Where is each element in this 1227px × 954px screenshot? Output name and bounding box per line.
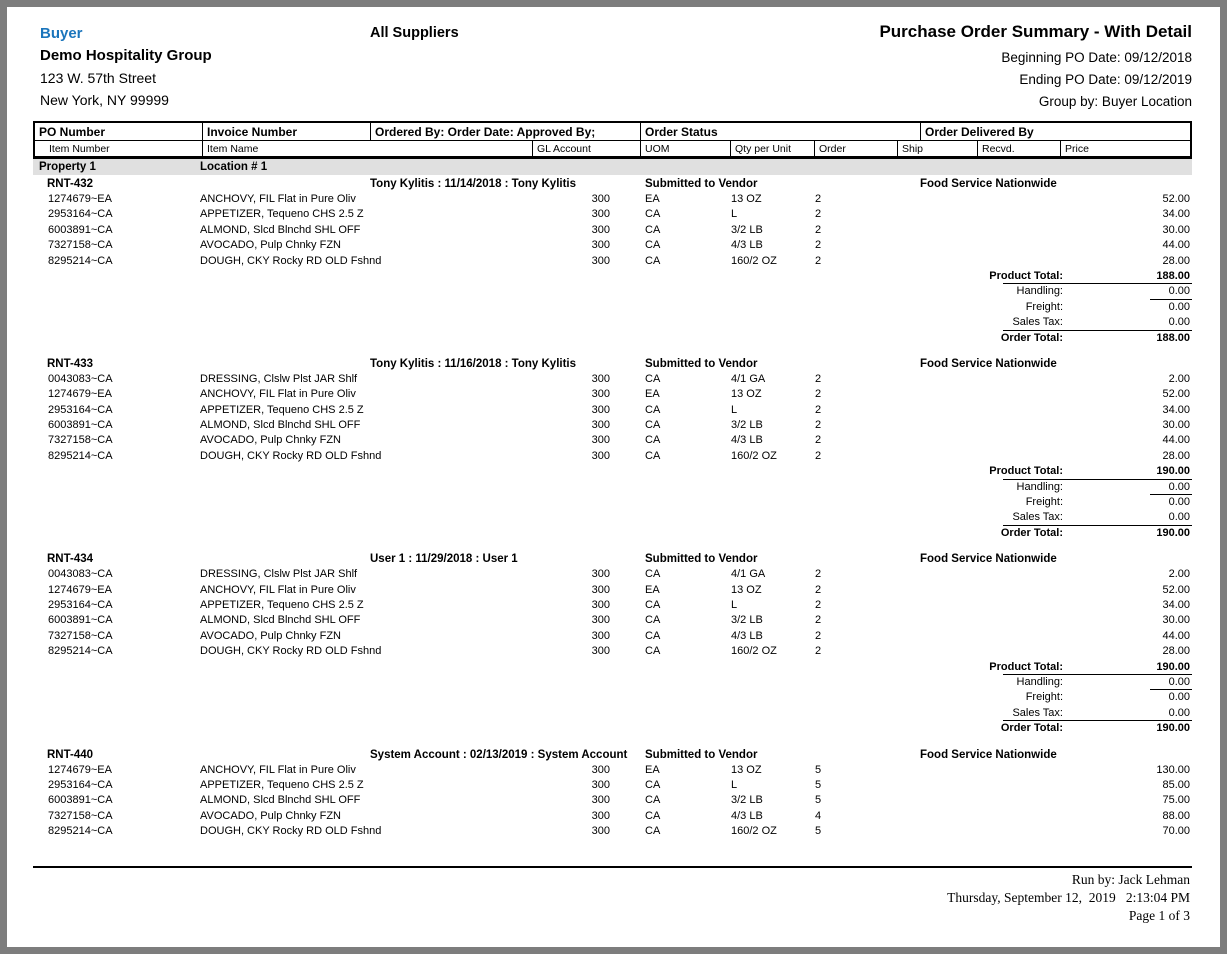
product-total-label: Product Total: (989, 660, 1063, 673)
item-row (33, 629, 1192, 644)
qty-per-unit: L (731, 598, 738, 611)
report-title: Purchase Order Summary - With Detail (879, 22, 1192, 41)
freight-row (33, 690, 1192, 705)
order-qty: 2 (815, 372, 822, 385)
qty-per-unit: 13 OZ (731, 763, 762, 776)
qty-per-unit: 160/2 OZ (731, 254, 777, 267)
ending-po-date: Ending PO Date: 09/12/2019 (1019, 72, 1192, 87)
item-row (33, 223, 1192, 238)
gl-account: 300 (591, 825, 610, 838)
buyer-name: Demo Hospitality Group (40, 47, 212, 64)
item-row (33, 809, 1192, 824)
item-row (33, 793, 1192, 808)
freight-label: Freight: (1025, 691, 1063, 704)
item-name: DRESSING, Clslw Plst JAR Shlf (200, 372, 358, 385)
uom: CA (645, 645, 661, 658)
order-qty: 2 (815, 629, 822, 642)
uom: CA (645, 434, 661, 447)
sales-tax-value: 0.00 (1168, 706, 1190, 719)
price: 28.00 (1162, 449, 1190, 462)
order-qty: 5 (815, 778, 822, 791)
product-total-row (33, 464, 1192, 479)
price: 2.00 (1168, 372, 1190, 385)
order-header-row (33, 551, 1192, 567)
col-ordered-by: Ordered By: Order Date: Approved By; (370, 123, 640, 140)
order-block (33, 747, 1192, 840)
item-row (33, 418, 1192, 433)
item-number: 6003891~CA (48, 419, 113, 432)
table-header-row2 (35, 141, 1190, 156)
col-invoice-number: Invoice Number (202, 123, 370, 140)
item-number: 1274679~EA (48, 763, 112, 776)
item-row (33, 598, 1192, 613)
item-name: ANCHOVY, FIL Flat in Pure Oliv (200, 583, 356, 596)
order-items (33, 192, 1192, 269)
col-item-number: Item Number (49, 142, 110, 155)
product-total-value: 190.00 (1156, 660, 1190, 673)
item-number: 7327158~CA (48, 434, 113, 447)
item-number: 0043083~CA (48, 568, 113, 581)
order-totals (33, 269, 1192, 346)
item-row (33, 433, 1192, 448)
handling-label: Handling: (1016, 285, 1063, 298)
price: 88.00 (1162, 809, 1190, 822)
order-qty: 2 (815, 449, 822, 462)
price: 28.00 (1162, 645, 1190, 658)
order-total-row (33, 721, 1192, 736)
item-number: 2953164~CA (48, 403, 113, 416)
suppliers-label: All Suppliers (370, 25, 459, 41)
order-qty: 2 (815, 568, 822, 581)
uom: CA (645, 208, 661, 221)
item-row (33, 403, 1192, 418)
orders (33, 176, 1192, 849)
price: 44.00 (1162, 434, 1190, 447)
sales-tax-value: 0.00 (1168, 316, 1190, 329)
po-number: RNT-434 (47, 553, 94, 566)
gl-account: 300 (591, 208, 610, 221)
order-status: Submitted to Vendor (645, 553, 758, 566)
item-number: 2953164~CA (48, 778, 113, 791)
uom: EA (645, 583, 660, 596)
gl-account: 300 (591, 614, 610, 627)
price: 44.00 (1162, 239, 1190, 252)
price: 70.00 (1162, 825, 1190, 838)
qty-per-unit: 160/2 OZ (731, 645, 777, 658)
uom: CA (645, 598, 661, 611)
item-number: 6003891~CA (48, 794, 113, 807)
uom: CA (645, 419, 661, 432)
item-row (33, 763, 1192, 778)
col-order-status: Order Status (640, 123, 920, 140)
col-uom: UOM (640, 141, 730, 156)
order-header-row (33, 747, 1192, 763)
qty-per-unit: L (731, 208, 738, 221)
order-total-label: Order Total: (1000, 331, 1063, 344)
handling-row (33, 284, 1192, 299)
item-row (33, 238, 1192, 253)
col-po-number: PO Number (39, 124, 106, 139)
item-number: 1274679~EA (48, 583, 112, 596)
qty-per-unit: 160/2 OZ (731, 825, 777, 838)
order-total-value: 190.00 (1156, 722, 1190, 735)
ordered-by: Tony Kylitis : 11/14/2018 : Tony Kylitis (370, 178, 577, 190)
item-row (33, 192, 1192, 207)
gl-account: 300 (591, 372, 610, 385)
item-number: 8295214~CA (48, 449, 113, 462)
freight-label: Freight: (1025, 300, 1063, 313)
item-name: APPETIZER, Tequeno CHS 2.5 Z (200, 778, 364, 791)
order-qty: 2 (815, 645, 822, 658)
po-number: RNT-433 (47, 357, 94, 370)
group-by: Group by: Buyer Location (1038, 94, 1192, 109)
order-qty: 4 (815, 809, 822, 822)
qty-per-unit: 3/2 LB (731, 614, 763, 627)
order-qty: 2 (815, 434, 822, 447)
uom: CA (645, 449, 661, 462)
order-delivered-by: Food Service Nationwide (920, 553, 1057, 566)
product-total-label: Product Total: (989, 465, 1063, 478)
item-name: ALMOND, Slcd Blnchd SHL OFF (200, 794, 361, 807)
sales-tax-label: Sales Tax: (1012, 706, 1063, 719)
item-row (33, 567, 1192, 582)
qty-per-unit: 13 OZ (731, 583, 762, 596)
freight-value: 0.00 (1168, 691, 1190, 704)
gl-account: 300 (591, 193, 610, 205)
item-row (33, 254, 1192, 269)
price: 85.00 (1162, 778, 1190, 791)
item-number: 6003891~CA (48, 614, 113, 627)
sales-tax-label: Sales Tax: (1012, 511, 1063, 524)
product-total-value: 190.00 (1156, 465, 1190, 478)
uom: CA (645, 568, 661, 581)
col-qty-per-unit: Qty per Unit (730, 141, 814, 156)
report-page (7, 7, 1220, 947)
order-items (33, 372, 1192, 464)
item-number: 8295214~CA (48, 645, 113, 658)
gl-account: 300 (591, 403, 610, 416)
price: 52.00 (1162, 193, 1190, 205)
order-totals (33, 464, 1192, 541)
item-name: APPETIZER, Tequeno CHS 2.5 Z (200, 598, 364, 611)
price: 34.00 (1162, 403, 1190, 416)
product-total-row (33, 660, 1192, 675)
page-indicator: Page 1 of 3 (1128, 908, 1190, 923)
item-name: AVOCADO, Pulp Chnky FZN (200, 629, 341, 642)
handling-value: 0.00 (1168, 285, 1190, 298)
freight-value: 0.00 (1168, 300, 1190, 313)
freight-label: Freight: (1025, 496, 1063, 509)
gl-account: 300 (591, 645, 610, 658)
gl-account: 300 (591, 583, 610, 596)
qty-per-unit: 3/2 LB (731, 419, 763, 432)
order-qty: 2 (815, 193, 822, 205)
item-number: 1274679~EA (48, 388, 112, 401)
item-name: DRESSING, Clslw Plst JAR Shlf (200, 568, 358, 581)
uom: CA (645, 372, 661, 385)
item-name: AVOCADO, Pulp Chnky FZN (200, 239, 341, 252)
price: 52.00 (1162, 388, 1190, 401)
order-header-row (33, 176, 1192, 192)
order-total-row (33, 526, 1192, 541)
item-name: DOUGH, CKY Rocky RD OLD Fshnd (200, 254, 382, 267)
handling-row (33, 480, 1192, 495)
product-total-label: Product Total: (989, 269, 1063, 282)
group-band (33, 159, 1192, 175)
freight-value: 0.00 (1168, 496, 1190, 509)
item-name: APPETIZER, Tequeno CHS 2.5 Z (200, 208, 364, 221)
run-datetime: Thursday, September 12, 2019 2:13:04 PM (947, 890, 1190, 905)
table-header (33, 121, 1192, 159)
gl-account: 300 (591, 419, 610, 432)
price: 34.00 (1162, 208, 1190, 221)
buyer-address-line1: 123 W. 57th Street (40, 70, 156, 86)
item-number: 7327158~CA (48, 809, 113, 822)
order-delivered-by: Food Service Nationwide (920, 357, 1057, 370)
item-name: AVOCADO, Pulp Chnky FZN (200, 809, 341, 822)
qty-per-unit: 13 OZ (731, 193, 762, 205)
order-items (33, 763, 1192, 840)
order-block (33, 551, 1192, 736)
order-qty: 2 (815, 223, 822, 236)
gl-account: 300 (591, 449, 610, 462)
freight-row (33, 300, 1192, 315)
order-total-value: 190.00 (1156, 526, 1190, 539)
uom: CA (645, 794, 661, 807)
sales-tax-value: 0.00 (1168, 511, 1190, 524)
item-name: DOUGH, CKY Rocky RD OLD Fshnd (200, 825, 382, 838)
item-row (33, 824, 1192, 839)
sales-tax-row (33, 706, 1192, 721)
price: 34.00 (1162, 598, 1190, 611)
price: 30.00 (1162, 419, 1190, 432)
item-row (33, 207, 1192, 222)
gl-account: 300 (591, 763, 610, 776)
item-row (33, 644, 1192, 659)
item-number: 0043083~CA (48, 372, 113, 385)
uom: CA (645, 778, 661, 791)
product-total-row (33, 269, 1192, 284)
item-number: 6003891~CA (48, 223, 113, 236)
price: 44.00 (1162, 629, 1190, 642)
price: 2.00 (1168, 568, 1190, 581)
price: 52.00 (1162, 583, 1190, 596)
uom: EA (645, 763, 660, 776)
uom: CA (645, 809, 661, 822)
item-name: AVOCADO, Pulp Chnky FZN (200, 434, 341, 447)
price: 30.00 (1162, 614, 1190, 627)
qty-per-unit: L (731, 778, 738, 791)
handling-value: 0.00 (1168, 675, 1190, 688)
ordered-by: User 1 : 11/29/2018 : User 1 (370, 553, 518, 566)
order-total-value: 188.00 (1156, 331, 1190, 344)
sales-tax-row (33, 315, 1192, 330)
gl-account: 300 (591, 568, 610, 581)
uom: EA (645, 193, 660, 205)
qty-per-unit: 4/1 GA (731, 372, 766, 385)
qty-per-unit: 3/2 LB (731, 223, 763, 236)
order-status: Submitted to Vendor (645, 357, 758, 370)
order-qty: 5 (815, 825, 822, 838)
gl-account: 300 (591, 794, 610, 807)
uom: CA (645, 254, 661, 267)
uom: CA (645, 239, 661, 252)
order-qty: 2 (815, 388, 822, 401)
item-name: APPETIZER, Tequeno CHS 2.5 Z (200, 403, 364, 416)
po-number: RNT-432 (47, 178, 94, 190)
order-block (33, 176, 1192, 346)
freight-row (33, 495, 1192, 510)
item-name: ANCHOVY, FIL Flat in Pure Oliv (200, 388, 356, 401)
handling-label: Handling: (1016, 675, 1063, 688)
gl-account: 300 (591, 778, 610, 791)
order-qty: 5 (815, 794, 822, 807)
item-row (33, 372, 1192, 387)
uom: CA (645, 629, 661, 642)
uom: CA (645, 223, 661, 236)
table-header-row1 (35, 123, 1190, 141)
qty-per-unit: 4/3 LB (731, 239, 763, 252)
buyer-label: Buyer (40, 25, 83, 42)
order-status: Submitted to Vendor (645, 178, 758, 190)
location-label: Location # 1 (200, 161, 268, 173)
price: 28.00 (1162, 254, 1190, 267)
item-number: 8295214~CA (48, 254, 113, 267)
item-name: DOUGH, CKY Rocky RD OLD Fshnd (200, 449, 382, 462)
item-name: DOUGH, CKY Rocky RD OLD Fshnd (200, 645, 382, 658)
order-qty: 2 (815, 208, 822, 221)
order-qty: 2 (815, 583, 822, 596)
price: 130.00 (1156, 763, 1190, 776)
order-qty: 2 (815, 419, 822, 432)
gl-account: 300 (591, 239, 610, 252)
col-recvd: Recvd. (977, 141, 1060, 156)
qty-per-unit: 13 OZ (731, 388, 762, 401)
report-content (33, 7, 1192, 947)
uom: CA (645, 614, 661, 627)
item-number: 2953164~CA (48, 598, 113, 611)
ordered-by: System Account : 02/13/2019 : System Account (370, 748, 628, 761)
qty-per-unit: 4/3 LB (731, 629, 763, 642)
qty-per-unit: 4/1 GA (731, 568, 766, 581)
item-row (33, 387, 1192, 402)
order-delivered-by: Food Service Nationwide (920, 178, 1057, 190)
ordered-by: Tony Kylitis : 11/16/2018 : Tony Kylitis (370, 357, 577, 370)
item-number: 1274679~EA (48, 193, 112, 205)
item-name: ANCHOVY, FIL Flat in Pure Oliv (200, 763, 356, 776)
qty-per-unit: 3/2 LB (731, 794, 763, 807)
run-by: Run by: Jack Lehman (1071, 872, 1190, 887)
order-qty: 2 (815, 403, 822, 416)
gl-account: 300 (591, 388, 610, 401)
item-number: 8295214~CA (48, 825, 113, 838)
uom: CA (645, 825, 661, 838)
price: 30.00 (1162, 223, 1190, 236)
item-name: ANCHOVY, FIL Flat in Pure Oliv (200, 193, 356, 205)
col-gl-account: GL Account (532, 141, 640, 156)
order-qty: 5 (815, 763, 822, 776)
order-total-label: Order Total: (1000, 722, 1063, 735)
qty-per-unit: 160/2 OZ (731, 449, 777, 462)
gl-account: 300 (591, 629, 610, 642)
item-number: 7327158~CA (48, 629, 113, 642)
order-total-row (33, 331, 1192, 346)
buyer-address-line2: New York, NY 99999 (40, 92, 169, 108)
item-name: ALMOND, Slcd Blnchd SHL OFF (200, 419, 361, 432)
qty-per-unit: 4/3 LB (731, 809, 763, 822)
sales-tax-label: Sales Tax: (1012, 316, 1063, 329)
uom: EA (645, 388, 660, 401)
col-ship: Ship (897, 141, 977, 156)
order-qty: 2 (815, 614, 822, 627)
item-row (33, 583, 1192, 598)
item-row (33, 778, 1192, 793)
order-qty: 2 (815, 239, 822, 252)
item-number: 7327158~CA (48, 239, 113, 252)
item-number: 2953164~CA (48, 208, 113, 221)
order-delivered-by: Food Service Nationwide (920, 748, 1057, 761)
property-label: Property 1 (39, 161, 96, 173)
item-name: ALMOND, Slcd Blnchd SHL OFF (200, 223, 361, 236)
col-order: Order (814, 141, 897, 156)
price: 75.00 (1162, 794, 1190, 807)
col-item-name: Item Name (202, 141, 532, 156)
order-qty: 2 (815, 598, 822, 611)
product-total-value: 188.00 (1156, 269, 1190, 282)
item-row (33, 449, 1192, 464)
beginning-po-date: Beginning PO Date: 09/12/2018 (1001, 50, 1192, 65)
order-totals (33, 660, 1192, 737)
item-row (33, 613, 1192, 628)
order-status: Submitted to Vendor (645, 748, 758, 761)
po-number: RNT-440 (47, 748, 94, 761)
gl-account: 300 (591, 254, 610, 267)
handling-value: 0.00 (1168, 480, 1190, 493)
qty-per-unit: 4/3 LB (731, 434, 763, 447)
gl-account: 300 (591, 598, 610, 611)
uom: CA (645, 403, 661, 416)
footer-divider (33, 866, 1192, 868)
sales-tax-row (33, 510, 1192, 525)
item-name: ALMOND, Slcd Blnchd SHL OFF (200, 614, 361, 627)
handling-row (33, 675, 1192, 690)
gl-account: 300 (591, 223, 610, 236)
handling-label: Handling: (1016, 480, 1063, 493)
order-total-label: Order Total: (1000, 526, 1063, 539)
qty-per-unit: L (731, 403, 738, 416)
order-items (33, 567, 1192, 659)
order-header-row (33, 356, 1192, 372)
gl-account: 300 (591, 809, 610, 822)
col-price: Price (1060, 141, 1190, 156)
col-order-delivered-by: Order Delivered By (920, 123, 1190, 140)
order-qty: 2 (815, 254, 822, 267)
order-block (33, 356, 1192, 541)
gl-account: 300 (591, 434, 610, 447)
